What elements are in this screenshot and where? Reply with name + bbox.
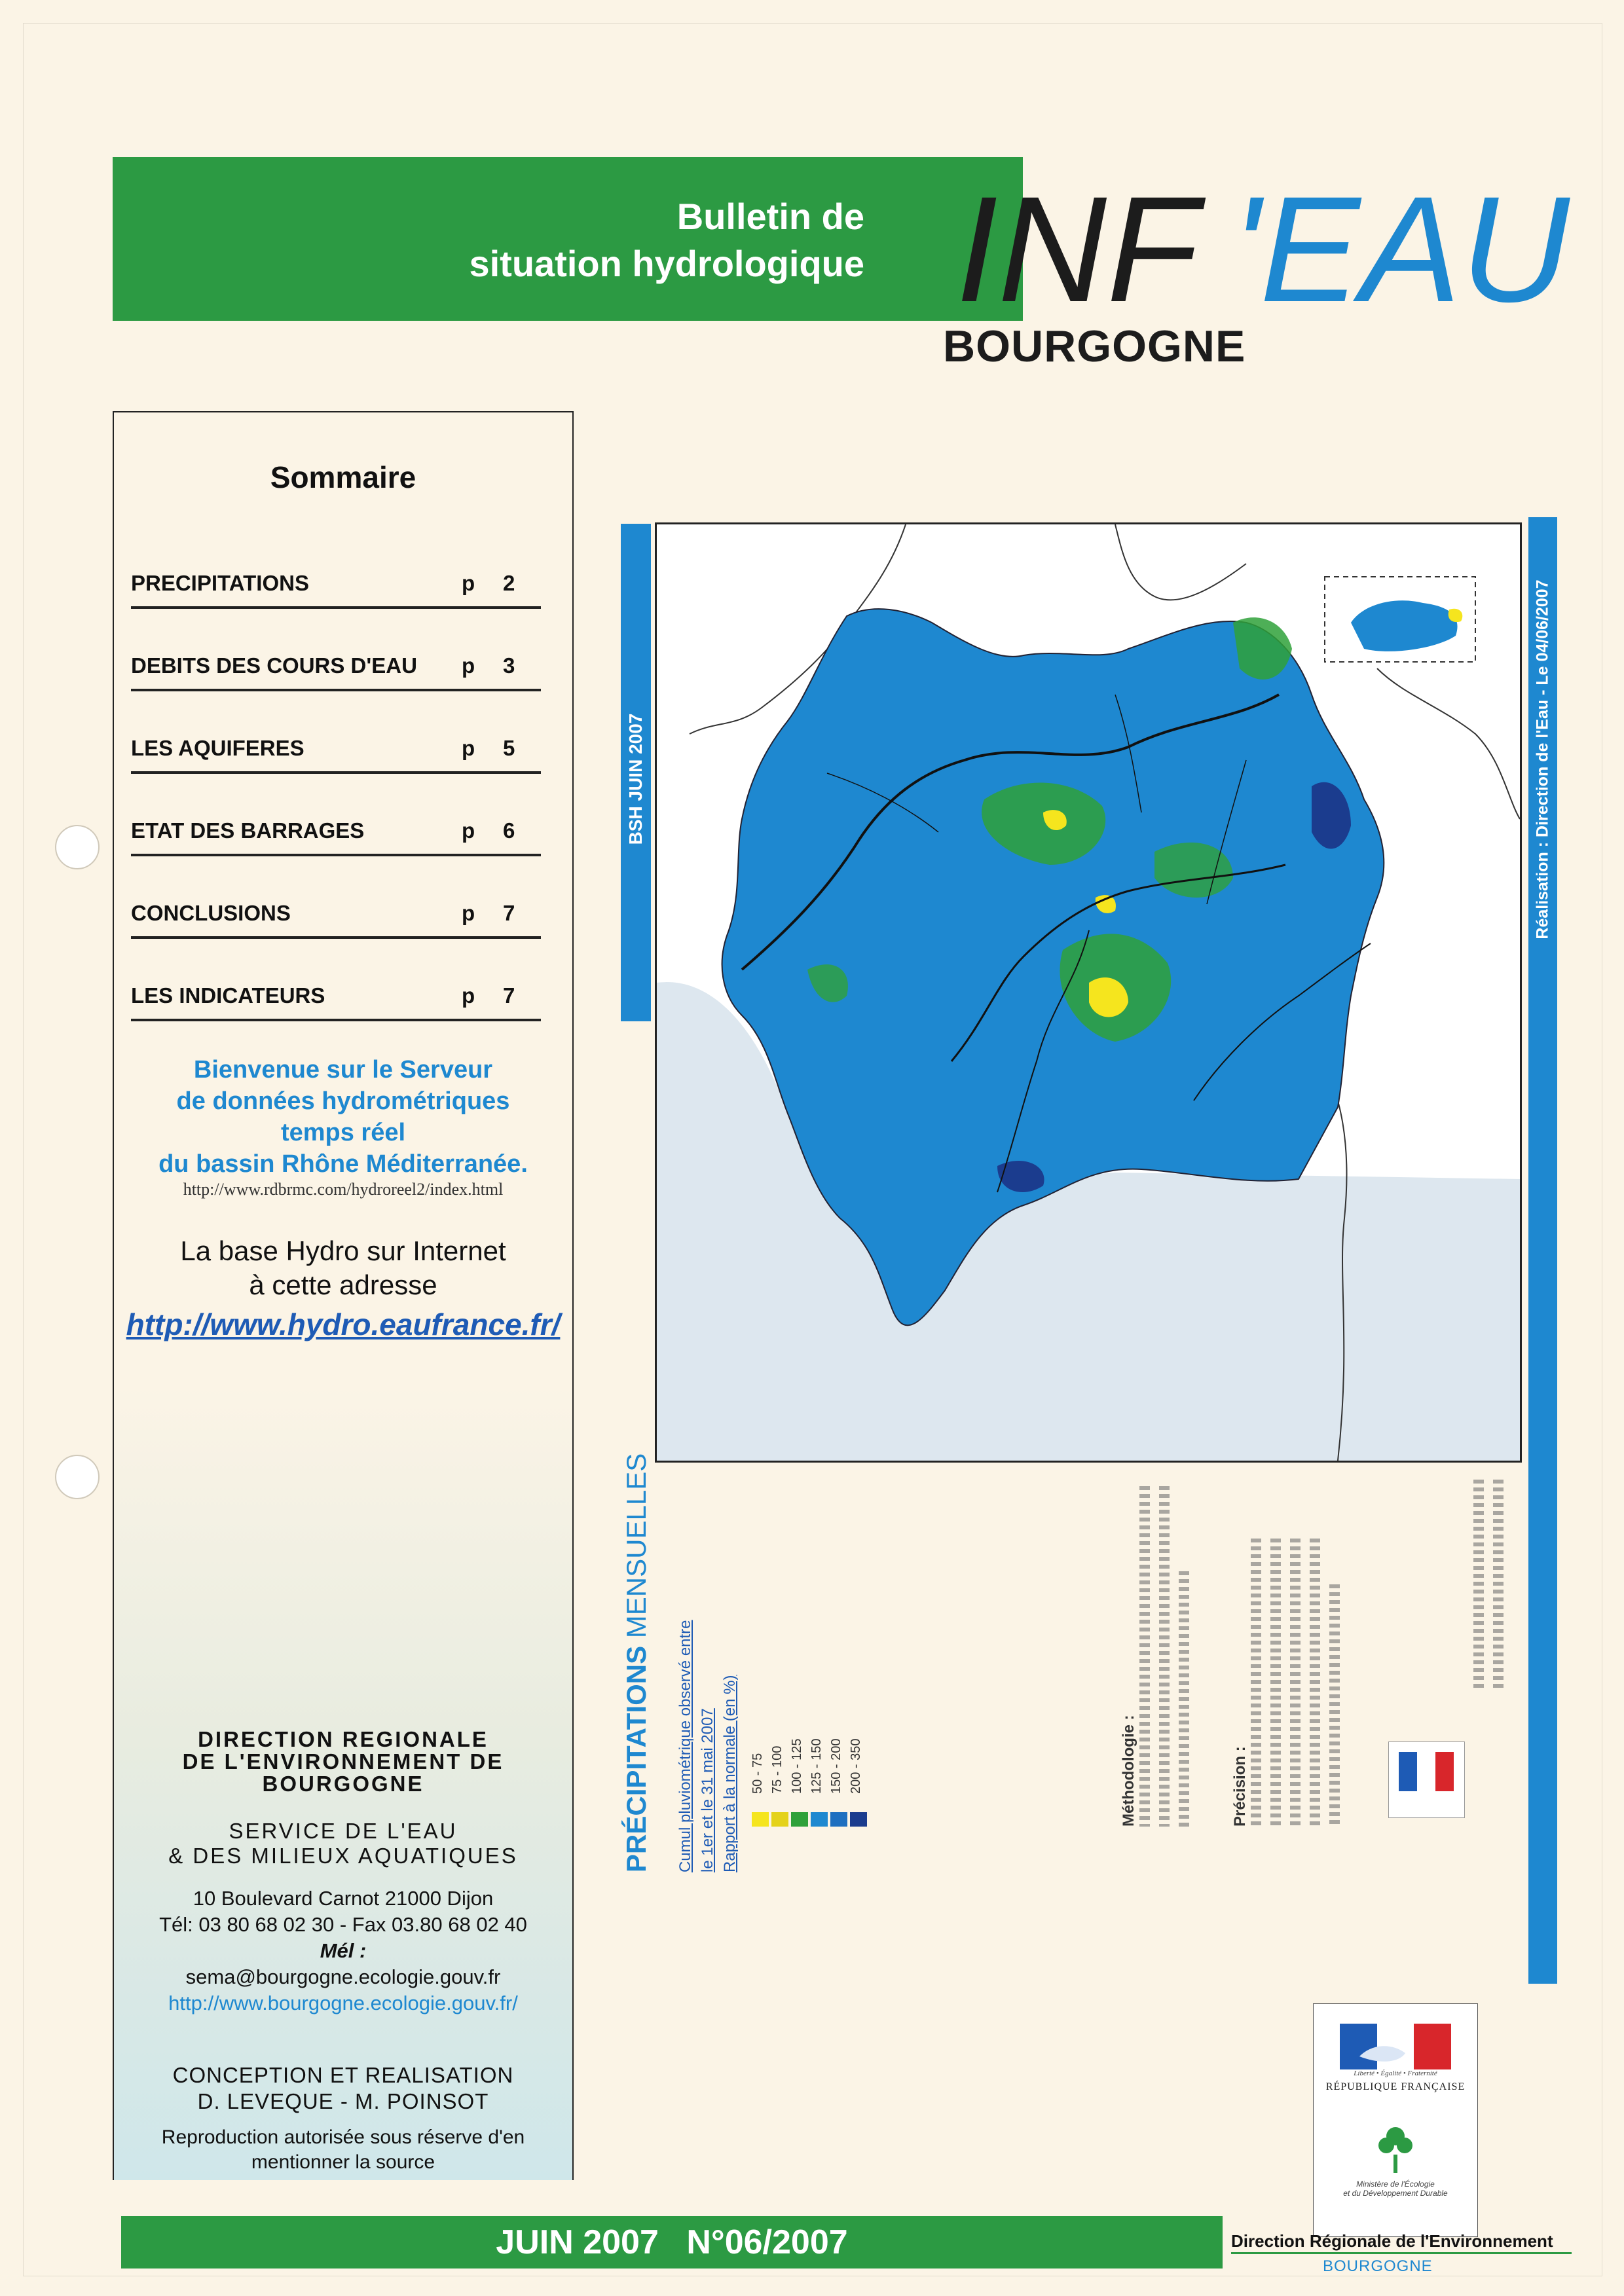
- legend-swatch: [791, 1812, 808, 1827]
- legend-swatch: [752, 1812, 769, 1827]
- precip-title-bold: PRÉCIPITATIONS: [621, 1645, 652, 1872]
- cumul-line: Cumul pluviométrique observé entre: [676, 1620, 694, 1872]
- methodologie-label: Méthodologie :: [1120, 1715, 1137, 1827]
- drde-underline: [1231, 2252, 1572, 2254]
- service-line: & DES MILIEUX AQUATIQUES: [168, 1844, 518, 1868]
- toc-page-prefix: p: [462, 571, 475, 595]
- direction-line: DE L'ENVIRONNEMENT DE: [182, 1749, 504, 1774]
- hydro-link[interactable]: http://www.hydro.eaufrance.fr/: [126, 1307, 561, 1341]
- welcome-line: du bassin Rhône Méditerranée.: [158, 1150, 528, 1178]
- toc-label: DEBITS DES COURS D'EAU: [131, 653, 417, 678]
- toc-page-prefix: p: [462, 653, 475, 678]
- toc-page-number: 7: [503, 901, 515, 925]
- precipitations-title: [621, 1453, 652, 1872]
- toc-page-number: 5: [503, 736, 515, 760]
- email-link[interactable]: sema@bourgogne.ecologie.gouv.fr: [185, 1965, 501, 1988]
- fine-print: [1329, 1584, 1340, 1827]
- punch-hole-top: [55, 825, 100, 869]
- sidebar: [113, 411, 574, 2180]
- inset-island: [1351, 600, 1458, 651]
- logo-eau: 'EAU: [1231, 165, 1570, 333]
- toc-page-number: 7: [503, 983, 515, 1008]
- ministry-logo-box: [1313, 2003, 1478, 2237]
- direction-line: BOURGOGNE: [262, 1772, 424, 1796]
- cumul-line: Rapport à la normale (en %): [721, 1675, 739, 1872]
- toc-item-barrages[interactable]: [131, 817, 541, 856]
- fine-print: [1473, 1480, 1484, 1689]
- cumul-description: [674, 1620, 741, 1872]
- liberte-motto: Liberté • Égalité • Fraternité: [1354, 2069, 1437, 2077]
- punch-hole-bottom: [55, 1455, 100, 1499]
- toc-label: ETAT DES BARRAGES: [131, 818, 365, 843]
- border-line: [1115, 524, 1246, 600]
- repro-line: Reproduction autorisée sous réserve d'en: [161, 2126, 525, 2148]
- address: 10 Boulevard Carnot 21000 Dijon: [193, 1887, 494, 1910]
- small-flag-svg: [1389, 1742, 1464, 1817]
- legend-label: 200 - 350: [849, 1738, 863, 1794]
- legend-label: 50 - 75: [750, 1753, 765, 1794]
- toc-item-debits[interactable]: [131, 652, 541, 691]
- fine-print: [1270, 1539, 1281, 1827]
- map-canvas: [657, 524, 1520, 1461]
- direction-line: DIRECTION REGIONALE: [198, 1727, 489, 1751]
- ministere-line: et du Développement Durable: [1343, 2189, 1448, 2198]
- french-flag-logo: [1340, 2024, 1451, 2069]
- fine-print: [1159, 1486, 1170, 1827]
- welcome-line: de données hydrométriques: [176, 1087, 510, 1115]
- drde-region: BOURGOGNE: [1323, 2257, 1433, 2275]
- contact-block: 10 Boulevard Carnot 21000 Dijon Tél: 03 80 68 02 30 - Fax 03.80 68 02 40 Mél : sema@bourgogne.ecologie.gouv.fr http://www.bourgogne.ecologie.gouv.fr/: [114, 1886, 572, 2016]
- concept-line: D. LEVEQUE - M. POINSOT: [197, 2089, 489, 2113]
- fine-print: [1179, 1571, 1189, 1827]
- footer-band: [121, 2216, 1223, 2269]
- fine-print: [1310, 1539, 1320, 1827]
- legend-swatch: [811, 1812, 828, 1827]
- hydro-line: La base Hydro sur Internet: [180, 1235, 506, 1266]
- precipitation-map: [655, 522, 1522, 1463]
- region-title: BOURGOGNE: [943, 321, 1246, 371]
- toc-page-number: 3: [503, 653, 515, 678]
- logo-inf: INF: [956, 165, 1199, 333]
- welcome-line: temps réel: [280, 1119, 406, 1146]
- republique-francaise: RÉPUBLIQUE FRANÇAISE: [1325, 2081, 1466, 2092]
- precision-label: Précision :: [1231, 1746, 1249, 1827]
- border-line: [1377, 668, 1520, 819]
- drde-name: Direction Régionale de l'Environnement: [1231, 2231, 1553, 2251]
- bulletin-title-line1: Bulletin de: [676, 196, 864, 237]
- legend-label: 125 - 150: [809, 1738, 824, 1794]
- legend-label: 75 - 100: [770, 1745, 784, 1794]
- fine-print: [1493, 1480, 1504, 1689]
- ministere-text: [1314, 2179, 1477, 2198]
- fine-print: [1139, 1486, 1150, 1827]
- cumul-line: le 1er et le 31 mai 2007: [699, 1708, 716, 1872]
- mel-label: Mél: [320, 1939, 354, 1962]
- toc-page-number: 6: [503, 818, 515, 843]
- small-flag-logo: [1388, 1741, 1465, 1818]
- concept-line: CONCEPTION ET REALISATION: [172, 2063, 514, 2087]
- direction-title: [114, 1728, 572, 1795]
- service-name: [114, 1819, 572, 1868]
- toc-label: PRECIPITATIONS: [131, 571, 309, 595]
- legend-label: 100 - 125: [790, 1738, 804, 1794]
- phone-fax: Tél: 03 80 68 02 30 - Fax 03.80 68 02 40: [159, 1913, 527, 1936]
- hydro-line: à cette adresse: [249, 1269, 437, 1300]
- issue-number: N°06/2007: [686, 2223, 848, 2261]
- tree-icon: [1376, 2122, 1415, 2174]
- infeau-logo: [943, 144, 1572, 340]
- legend-swatch: [830, 1812, 847, 1827]
- legend-swatch: [771, 1812, 788, 1827]
- toc-item-indicateurs[interactable]: [131, 982, 541, 1021]
- ministere-line: Ministère de l'Écologie: [1356, 2179, 1435, 2189]
- fine-print: [1251, 1539, 1261, 1827]
- toc-page-prefix: p: [462, 901, 475, 925]
- issue-date: JUIN 2007: [496, 2223, 659, 2261]
- repro-line: mentionner la source: [251, 2151, 435, 2173]
- realisation-label: Réalisation : Direction de l'Eau - Le 04/06/2007: [1533, 579, 1552, 939]
- issue-info: [121, 2216, 1223, 2269]
- toc-page-number: 2: [503, 571, 515, 595]
- bulletin-title-line2: situation hydrologique: [469, 243, 864, 284]
- service-line: SERVICE DE L'EAU: [229, 1819, 458, 1843]
- legend-label: 150 - 200: [829, 1738, 843, 1794]
- welcome-line: Bienvenue sur le Serveur: [193, 1056, 493, 1084]
- toc-label: LES INDICATEURS: [131, 983, 325, 1008]
- toc-label: LES AQUIFERES: [131, 736, 304, 760]
- conception-credits: [114, 2062, 572, 2115]
- toc-page-prefix: p: [462, 818, 475, 843]
- bsh-label: BSH JUIN 2007: [625, 713, 646, 845]
- toc-item-aquiferes[interactable]: [131, 735, 541, 774]
- toc-label: CONCLUSIONS: [131, 901, 291, 925]
- bulletin-title: [367, 193, 864, 287]
- toc-item-precipitations[interactable]: [131, 570, 541, 609]
- toc-item-conclusions[interactable]: [131, 900, 541, 939]
- toc-page-prefix: p: [462, 983, 475, 1008]
- sommaire-title: Sommaire: [270, 460, 416, 494]
- legend-swatch: [850, 1812, 867, 1827]
- reproduction-notice: [114, 2125, 572, 2175]
- rdbrmc-link[interactable]: http://www.rdbrmc.com/hydroreel2/index.html: [183, 1180, 504, 1199]
- website-link[interactable]: http://www.bourgogne.ecologie.gouv.fr/: [168, 1992, 518, 2014]
- fine-print: [1290, 1539, 1301, 1827]
- toc-page-prefix: p: [462, 736, 475, 760]
- welcome-block: [114, 1054, 572, 1180]
- precip-title-light: MENSUELLES: [621, 1453, 652, 1639]
- hydro-text: [114, 1234, 572, 1302]
